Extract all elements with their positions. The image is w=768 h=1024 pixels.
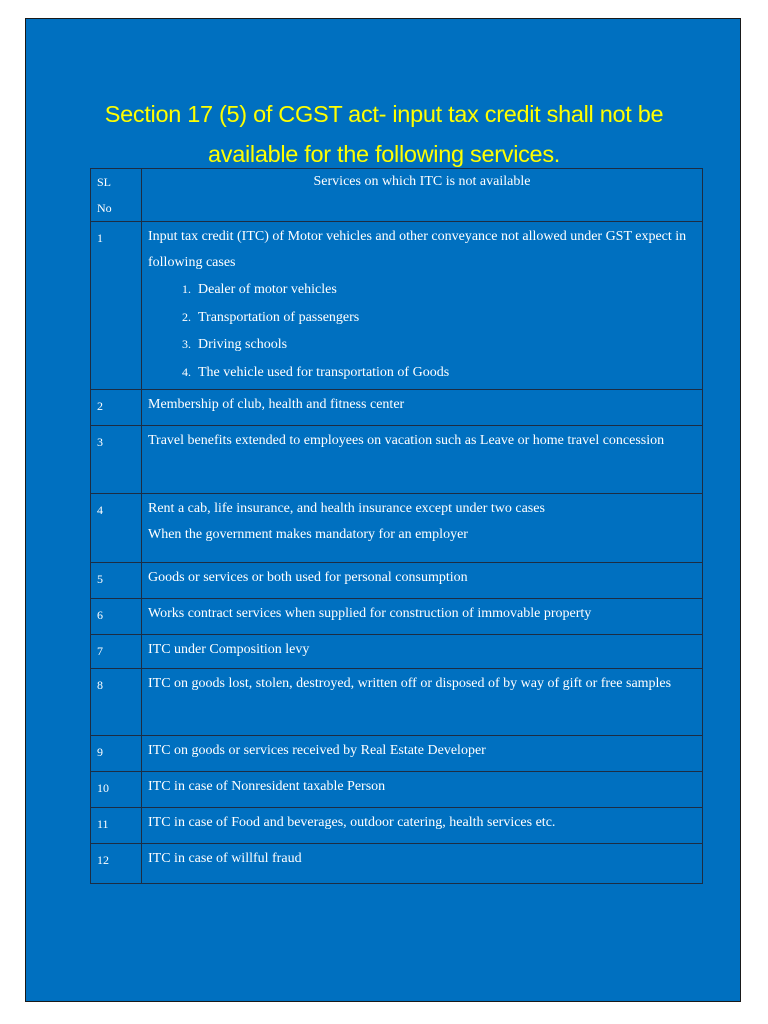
row-number: 12: [91, 844, 142, 884]
row-number: 1: [91, 222, 142, 390]
table-row: [91, 844, 703, 884]
slide-title: [60, 94, 708, 174]
row-number: 5: [91, 563, 142, 599]
row-number: 4: [91, 494, 142, 563]
table-row: [91, 563, 703, 599]
table-row: [91, 772, 703, 808]
row-text-main: Rent a cab, life insurance, and health insurance except under two cases: [148, 501, 545, 516]
table-row: [91, 669, 703, 736]
table-row: [91, 736, 703, 772]
list-item: 4. The vehicle used for transportation of Goods: [194, 359, 696, 387]
row-text: Goods or services or both used for personal consumption: [142, 563, 703, 599]
row-text: ITC under Composition levy: [142, 635, 703, 669]
list-item: 2. Transportation of passengers: [194, 304, 696, 332]
row-number: 7: [91, 635, 142, 669]
table-row: [91, 808, 703, 844]
itc-table: [90, 168, 703, 884]
row-text: Works contract services when supplied for construction of immovable property: [142, 599, 703, 635]
row-text: Travel benefits extended to employees on vacation such as Leave or home travel concession: [142, 426, 703, 494]
list-item: 3. Driving schools: [194, 331, 696, 359]
services-header: Services on which ITC is not available: [142, 169, 703, 222]
exception-list: [148, 276, 696, 386]
row-number: 10: [91, 772, 142, 808]
table-row: [91, 390, 703, 426]
row-text: ITC in case of Nonresident taxable Person: [142, 772, 703, 808]
row-text: Membership of club, health and fitness center: [142, 390, 703, 426]
table-header-row: [91, 169, 703, 222]
list-item: 1. Dealer of motor vehicles: [194, 276, 696, 304]
row-text: [142, 494, 703, 563]
table-row: [91, 426, 703, 494]
table-row: [91, 599, 703, 635]
row-text: ITC in case of willful fraud: [142, 844, 703, 884]
row-text: [142, 222, 703, 390]
row-number: 6: [91, 599, 142, 635]
title-line-1: Section 17 (5) of CGST act- input tax credit shall not be: [104, 101, 664, 127]
row-text-main: Input tax credit (ITC) of Motor vehicles and other conveyance not allowed under GST expect in following cases: [148, 229, 687, 270]
row-number: 2: [91, 390, 142, 426]
table-row: [91, 494, 703, 563]
row-number: 11: [91, 808, 142, 844]
table-row: [91, 222, 703, 390]
row-number: 8: [91, 669, 142, 736]
row-text: ITC in case of Food and beverages, outdoor catering, health services etc.: [142, 808, 703, 844]
row-text-secondary: When the government makes mandatory for an employer: [148, 527, 468, 542]
table-row: [91, 635, 703, 669]
row-text: ITC on goods lost, stolen, destroyed, written off or disposed of by way of gift or free samples: [142, 669, 703, 736]
row-text: ITC on goods or services received by Real Estate Developer: [142, 736, 703, 772]
sl-no-header: SL No: [91, 169, 142, 222]
row-number: 9: [91, 736, 142, 772]
title-line-2: available for the following services.: [207, 141, 561, 167]
row-number: 3: [91, 426, 142, 494]
